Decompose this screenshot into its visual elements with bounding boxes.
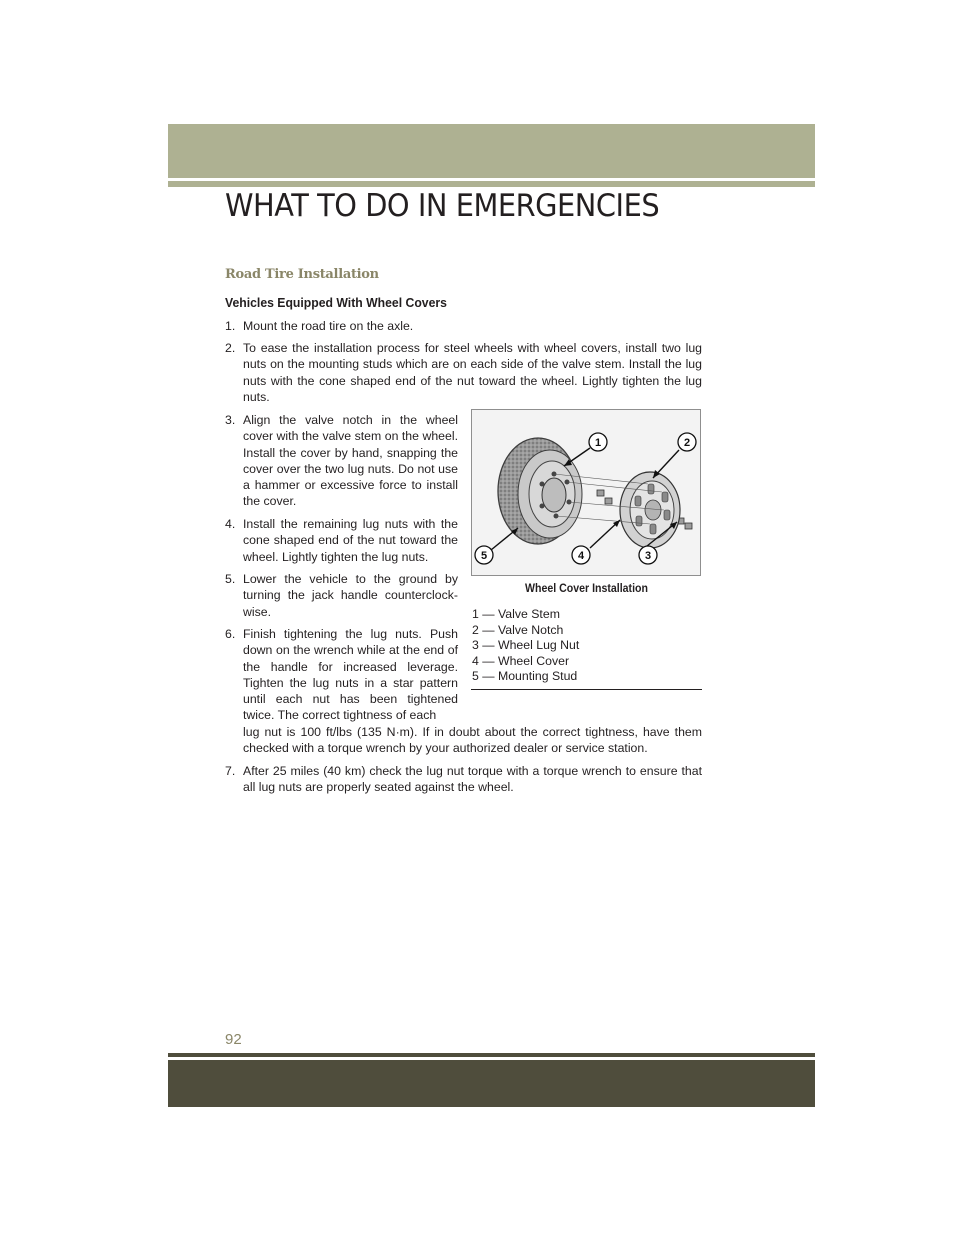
step-text: Align the valve notch in the wheel cover with the valve stem on the wheel. Install the cover by hand, snapping the cover over the two lug nuts. Do not use a hammer or excessive force to install the cover. (243, 413, 458, 509)
step-number: 3. (225, 413, 236, 427)
step-text: Finish tightening the lug nuts. Push down on the wrench while at the end of the handle for increased leverage. Tighten the lug nuts in a star pattern until each nut has been tightened twice. The correct tightness of each (243, 627, 458, 723)
step-text: Install the remaining lug nuts with the cone shaped end of the nut toward the wheel. Lightly tighten the lug nuts. (243, 517, 458, 564)
step-number: 6. (225, 627, 236, 641)
step-number: 4. (225, 517, 236, 531)
section-title: Road Tire Installation (225, 267, 379, 282)
step-text: After 25 miles (40 km) check the lug nut torque with a torque wrench to ensure that all lug nuts are properly seated against the wheel. (243, 764, 702, 795)
svg-text:1: 1 (594, 437, 602, 449)
legend-item: 1 — Valve Stem (472, 607, 560, 621)
step-number: 5. (225, 572, 236, 586)
figure-caption: Wheel Cover Installation (525, 583, 648, 595)
footer-stripe (168, 1053, 815, 1057)
step-text: To ease the installation process for steel wheels with wheel covers, install two lug nuts on the mounting studs which are on each side of the valve stem. Install the lug nuts with the cone shaped end of the nut toward the wheel. Lightly tighten the lug nuts. (243, 341, 702, 404)
step-text: Lower the vehicle to the ground by turning the jack handle counterclockwise. (243, 572, 458, 619)
svg-text:4: 4 (577, 550, 585, 562)
wheel-cover-illustration (472, 410, 700, 575)
svg-text:3: 3 (644, 550, 652, 562)
legend-item: 3 — Wheel Lug Nut (472, 638, 580, 652)
legend-item: 4 — Wheel Cover (472, 653, 570, 668)
tire-icon (498, 438, 582, 544)
page-number: 92 (225, 1031, 242, 1048)
step-number: 2. (225, 341, 236, 355)
legend-item: 2 — Valve Notch (472, 622, 564, 637)
step-text: Mount the road tire on the axle. (243, 319, 414, 333)
step-number: 1. (225, 319, 236, 333)
wheel-cover-figure (471, 409, 701, 576)
step-text-continuation: lug nut is 100 ft/lbs (135 N·m). If in doubt about the correct tightness, have them checked with a torque wrench by your authorized dealer or service station. (243, 725, 702, 756)
header-stripe (168, 181, 815, 187)
footer-band (168, 1060, 815, 1107)
svg-text:5: 5 (480, 550, 488, 562)
callout-4 (572, 546, 590, 564)
callout-1 (589, 433, 607, 451)
step-number: 7. (225, 764, 236, 778)
wheel-cover-icon (620, 472, 680, 548)
callout-2 (678, 433, 696, 451)
svg-text:2: 2 (683, 437, 691, 449)
callout-5 (475, 546, 493, 564)
legend-divider (471, 689, 702, 690)
legend-item: 5 — Mounting Stud (472, 669, 578, 683)
header-band (168, 124, 815, 178)
callout-3 (639, 546, 657, 564)
chapter-title: WHAT TO DO IN EMERGENCIES (225, 188, 660, 224)
figure-legend (472, 607, 702, 685)
subsection-title: Vehicles Equipped With Wheel Covers (225, 295, 447, 310)
